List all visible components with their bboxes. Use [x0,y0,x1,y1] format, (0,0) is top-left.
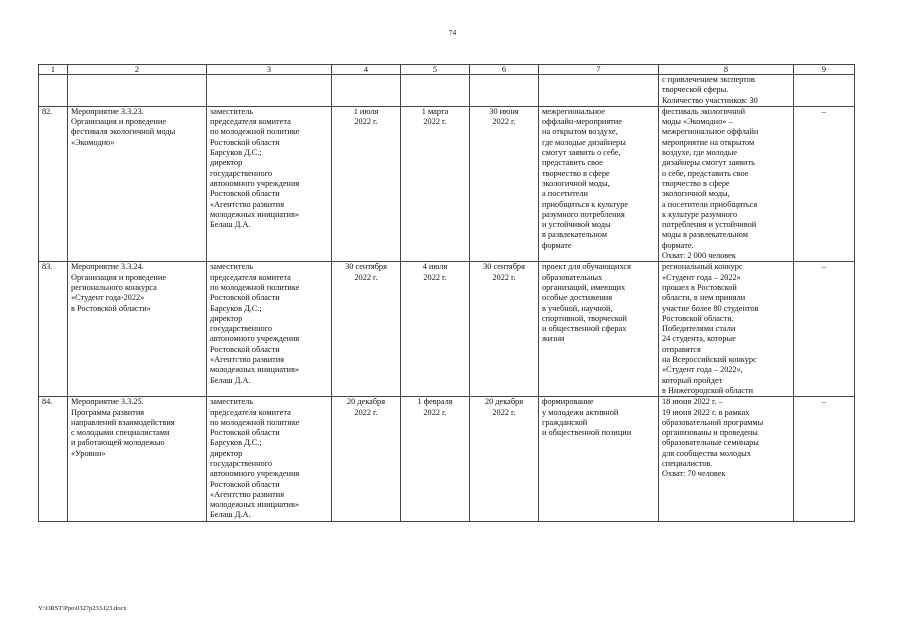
col-header: 3 [207,65,332,75]
date-col5: 4 июля 2022 г. [401,262,470,397]
col-header: 8 [659,65,794,75]
col-header: 4 [332,65,401,75]
event-note: – [794,397,855,522]
responsible-person: заместитель председателя комитета по молодежной политике Ростовской области Барсуков Д.С.; директор государственного автономного учреждения Ростовской области «Агентство развития молодежных инициатив» Белаш Д.А. [207,397,332,522]
event-description: проект для обучающихся образовательных организаций, имеющих особые достижения в учебной, научной, спортивной, творческой и общественной сферах жизни [539,262,659,397]
date-col6: 30 сентября 2022 г. [470,262,539,397]
date-col6: 20 декабря 2022 г. [470,397,539,522]
event-note: – [794,262,855,397]
event-description: межрегиональное оффлайн-мероприятие на открытом воздухе, где молодые дизайнеры смогут заявить о себе, представить свое творчество в сфере экологичной моды, а посетители приобщиться к культуре разумного потребления и устойчивой моды в развлекательном формате [539,106,659,261]
col-header: 6 [470,65,539,75]
table-row [39,397,855,522]
col-header: 2 [68,65,207,75]
event-note: – [794,106,855,261]
col-header: 1 [39,65,68,75]
responsible-person: заместитель председателя комитета по молодежной политике Ростовской области Барсуков Д.С.; директор государственного автономного учреждения Ростовской области «Агентство развития молодежных инициатив» Белаш Д.А. [207,262,332,397]
event-result: региональный конкурс «Студент года – 2022» прошел в Ростовской области, в нем приняли участие более 80 студентов Ростовской области. Победителями стали 24 студента, которые отправятся на Всероссийский конкурс «Студент года – 2022», который пройдет в Нижегородской области [659,262,794,397]
continuation-result: с привлечением экспертов творческой сферы. Количество участников: 30 [659,75,794,107]
header-row [39,65,855,75]
col-header: 5 [401,65,470,75]
table-row [39,106,855,261]
date-col6: 30 июня 2022 г. [470,106,539,261]
date-col4: 30 сентября 2022 г. [332,262,401,397]
row-number: 82. [39,106,68,261]
date-col5: 1 марта 2022 г. [401,106,470,261]
row-number: 84. [39,397,68,522]
plan-table [38,64,855,522]
event-result: фестиваль экологичной моды «Экомодно» – межрегиональное оффлайн мероприятие на открытом воздухе, где молодые дизайнеры смогут заявить о себе, представить свое творчество в сфере экологичной моды, а посетители приобщиться к культуре разумного потребления и устойчивой моды в развлекательном формате. Охват: 2 000 человек [659,106,794,261]
date-col4: 20 декабря 2022 г. [332,397,401,522]
col-header: 7 [539,65,659,75]
date-col4: 1 июля 2022 г. [332,106,401,261]
continuation-row [39,75,855,107]
event-name: Мероприятие 3.3.23. Организация и проведение фестиваля экологичной моды «Экомодно» [68,106,207,261]
event-description: формирование у молодежи активной гражданской и общественной позиции [539,397,659,522]
event-name: Мероприятие 3.3.25. Программа развития направлений взаимодействия с молодыми специалистами и работающей молодежью «Уровни» [68,397,207,522]
event-name: Мероприятие 3.3.24. Организация и проведение регионального конкурса «Студент года-2022» в Ростовской области» [68,262,207,397]
table-row [39,262,855,397]
responsible-person: заместитель председателя комитета по молодежной политике Ростовской области Барсуков Д.С.; директор государственного автономного учреждения Ростовской области «Агентство развития молодежных инициатив» Белаш Д.А. [207,106,332,261]
col-header: 9 [794,65,855,75]
page-number: 74 [448,28,457,37]
row-number: 83. [39,262,68,397]
date-col5: 1 февраля 2022 г. [401,397,470,522]
event-result: 18 июня 2022 г. – 19 июня 2022 г. в рамках образовательной программы организованы и проведены образовательные семинары для сообщества молодых специалистов. Охват: 70 человек [659,397,794,522]
footer-file-path: Y:\ORST\Ppo\0327p233.f23.docx [38,605,127,612]
